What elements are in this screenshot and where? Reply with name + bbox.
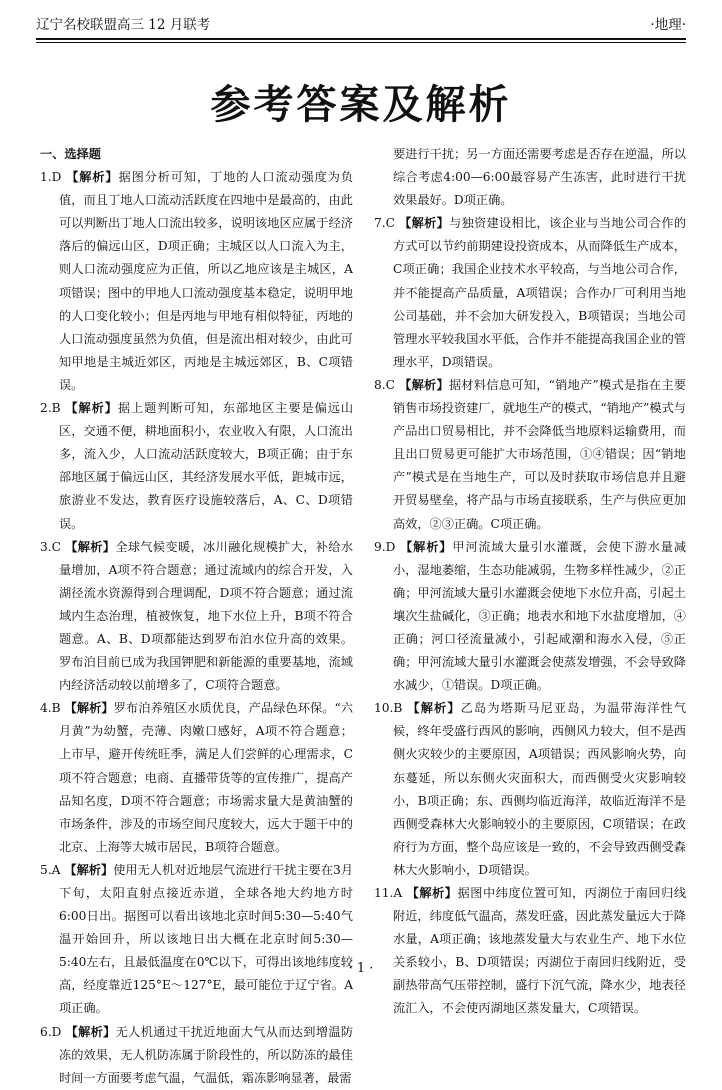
item-answer: B [51, 401, 61, 416]
answer-item [374, 374, 686, 536]
item-number: 4. [40, 701, 52, 716]
analysis-tag: 【解析】 [65, 539, 116, 554]
answer-item [374, 697, 686, 882]
item-number: 2. [40, 401, 52, 416]
analysis-text: 据图中纬度位置可知，丙湖位于南回归线附近，纬度低气温高，蒸发旺盛，因此蒸发量远大于降水量，A项正确；该地蒸发量大与农业生产、地下水位关系较小，B、D项错误；丙湖位于南回归线附近，受副热带高气压带控制，盛行下沉气流，降水少，地表径流汇入，不会使丙湖地区蒸发量大，C项错误。 [393, 886, 687, 1016]
page-header [36, 14, 686, 36]
analysis-tag: 【解析】 [66, 170, 119, 185]
item-number: 8. [374, 377, 386, 392]
analysis-tag: 【解析】 [65, 1024, 116, 1039]
header-rule-thin [36, 42, 686, 43]
item-number: 7. [374, 216, 386, 231]
item-answer: D [51, 1024, 62, 1039]
item-answer: A [393, 886, 403, 900]
analysis-text: 据材料信息可知，“销地产”模式是指在主要销售市场投资建厂，就地生产的模式，“销地产”模式与产品出口贸易相比，并不会降低当地原料运输费用，而且出口贸易更可能扩大市场范围，①④错误；因“销地产”模式是在当地生产，可以及时获取市场信息并且避开贸易壁垒，将产品与市场直接联系，生产与供应更加高效，②③正确。C项正确。 [393, 377, 687, 531]
item-number: 3. [40, 539, 52, 554]
answer-item [40, 1021, 353, 1090]
analysis-text: 甲河流域大量引水灌溉，会使下游水量减小，湿地萎缩，生态功能减弱，生物多样性减少，②正确；甲河流域大量引水灌溉会使地下水位升高，引起土壤次生盐碱化，③正确；地表水和地下水盐度增加，④正确；河口径流量减小，引起咸潮和海水入侵，⑤正确；甲河流域大量引水灌溉会使蒸发增强，不会导致降水减少，①错误。D项正确。 [393, 539, 687, 693]
analysis-text: 无人机通过干扰近地面大气从而达到增温防冻的效果，无人机防冻属于阶段性的，所以防冻的最佳时间一方面要考虑气温，气温低，霜冻影响显著，最需 [59, 1024, 354, 1085]
item-answer: C [385, 216, 395, 231]
item-answer: D [385, 539, 396, 554]
page-number: · 1 · [348, 961, 374, 976]
item-number: 5. [40, 862, 52, 877]
left-column [40, 143, 353, 1090]
item-number: 9. [374, 539, 386, 554]
analysis-text: 使用无人机对近地层气流进行干扰主要在3月下旬，太阳直射点接近赤道，全球各地大约地方时6:00日出。据图可以看出该地北京时间5:30—5:40气温开始回升，所以该地日出大概在北京时间5:30—5:40左右，且最低温度在0℃以下，可得出该地纬度较高，经度靠近125°E～127°E，最可能位于辽宁省。A项正确。 [59, 862, 354, 1016]
header-left: 辽宁名校联盟高三 12 月联考 [36, 17, 211, 33]
item-number: 1. [40, 170, 52, 185]
answer-item [40, 536, 353, 698]
analysis-text: 据图分析可知，丁地的人口流动强度为负值，而且丁地人口流动活跃度在四地中是最高的，由此可以判断出丁地人口流出较多，说明该地区应属于经济落后的偏远山区，D项正确；主城区以人口流入为主，则人口流动强度应为正值，所以乙地应该是主城区，A项错误；图中的甲地人口流动强度基本稳定，说明甲地的人口变化较小；但是丙地与甲地有相似特征，丙地的人口流动强度虽然为负值，但是流出相对较少，由此可知甲地是主城近郊区，丙地是主城远郊区，B、C项错误。 [59, 170, 354, 392]
item-answer: B [51, 701, 61, 716]
right-column [374, 143, 686, 1021]
header-rule [36, 38, 686, 40]
item-number: 11. [374, 886, 394, 900]
analysis-tag: 【解析】 [64, 701, 114, 716]
analysis-tag: 【解析】 [399, 377, 449, 392]
item-number: 6. [40, 1024, 52, 1039]
analysis-text: 全球气候变暖，冰川融化规模扩大，补给水量增加，A项不符合题意；通过流域内的综合开发，入湖径流水资源得到合理调配，D项不符合题意；通过流域内生态治理，植被恢复，地下水位上升，B项不符合题意。A、B、D项都能达到罗布泊水位升高的效果。罗布泊目前已成为我国钾肥和新能源的重要基地，流域内经济活动较以前增多了，C项符合题意。 [59, 539, 354, 693]
analysis-tag: 【解析】 [407, 701, 461, 716]
analysis-tag: 【解析】 [406, 886, 458, 900]
item-answer: C [385, 377, 395, 392]
analysis-text: 据上题判断可知，东部地区主要是偏远山区，交通不便，耕地面积小，农业收入有限，人口流出多，流入少，人口流动活跃度较大，B项正确；由于东部地区属于偏远山区，其经济发展水平低，距城市远，旅游业不发达，教育医疗设施较落后，A、C、D项错误。 [59, 401, 354, 531]
answer-item [40, 166, 353, 397]
item-answer: D [51, 170, 62, 185]
answer-item [374, 536, 686, 698]
answer-item [40, 397, 353, 536]
analysis-text: 罗布泊养殖区水质优良，产品绿色环保。“六月黄”为幼蟹，壳薄、肉嫩口感好，A项不符合题意；上市早，避开传统旺季，满足人们尝鲜的心理需求，C项不符合题意；电商、直播带货等的宣传推广，提高产品知名度，D项不符合题意；市场需求量大是黄油蟹的市场条件，涉及的市场空间尺度较大，远大于题干中的北京、上海等大城市居民，B项符合题意。 [59, 701, 354, 854]
header-right: ·地理· [650, 17, 686, 33]
page-title: 参考答案及解析 [210, 82, 512, 128]
answer-item [40, 859, 353, 1021]
analysis-tag: 【解析】 [400, 539, 453, 554]
section-heading: 一、选择题 [40, 147, 101, 161]
item-answer: B [393, 701, 403, 716]
answer-item [374, 212, 686, 374]
analysis-text: 乙岛为塔斯马尼亚岛，为温带海洋性气候，终年受盛行西风的影响，西侧风力较大，但不是西侧火灾较少的主要原因，A项错误；西风影响火势，向东蔓延，所以东侧火灾面积大，而西侧受火灾影响较小，B项正确；东、西侧均临近海洋，故临近海洋不是西侧受森林大火影响较小的主要原因，C项错误；在政府行为方面，整个岛应该是一致的，不会导致西侧受森林大火影响小，D项错误。 [393, 701, 687, 877]
analysis-tag: 【解析】 [399, 216, 450, 231]
item-number: 10. [374, 701, 394, 716]
answer-item [40, 697, 353, 859]
analysis-tag: 【解析】 [64, 862, 114, 877]
continued-paragraph: 要进行干扰；另一方面还需要考虑是否存在逆温，所以综合考虑4:00—6:00最容易产生冻害，此时进行干扰效果最好。D项正确。 [393, 147, 686, 208]
item-answer: C [51, 539, 61, 554]
analysis-tag: 【解析】 [65, 401, 118, 416]
answer-item [374, 882, 686, 1021]
item-answer: A [51, 862, 61, 877]
analysis-text: 与独资建设相比，该企业与当地公司合作的方式可以节约前期建设投资成本，从而降低生产成本，C项正确；我国企业技术水平较高，与当地公司合作，并不能提高产品质量，A项错误；合作办厂可利用当地公司基础，并不会加大研发投入，B项错误；当地公司管理水平较我国水平低，合作并不能提高我国企业的管理水平，D项错误。 [393, 216, 687, 369]
